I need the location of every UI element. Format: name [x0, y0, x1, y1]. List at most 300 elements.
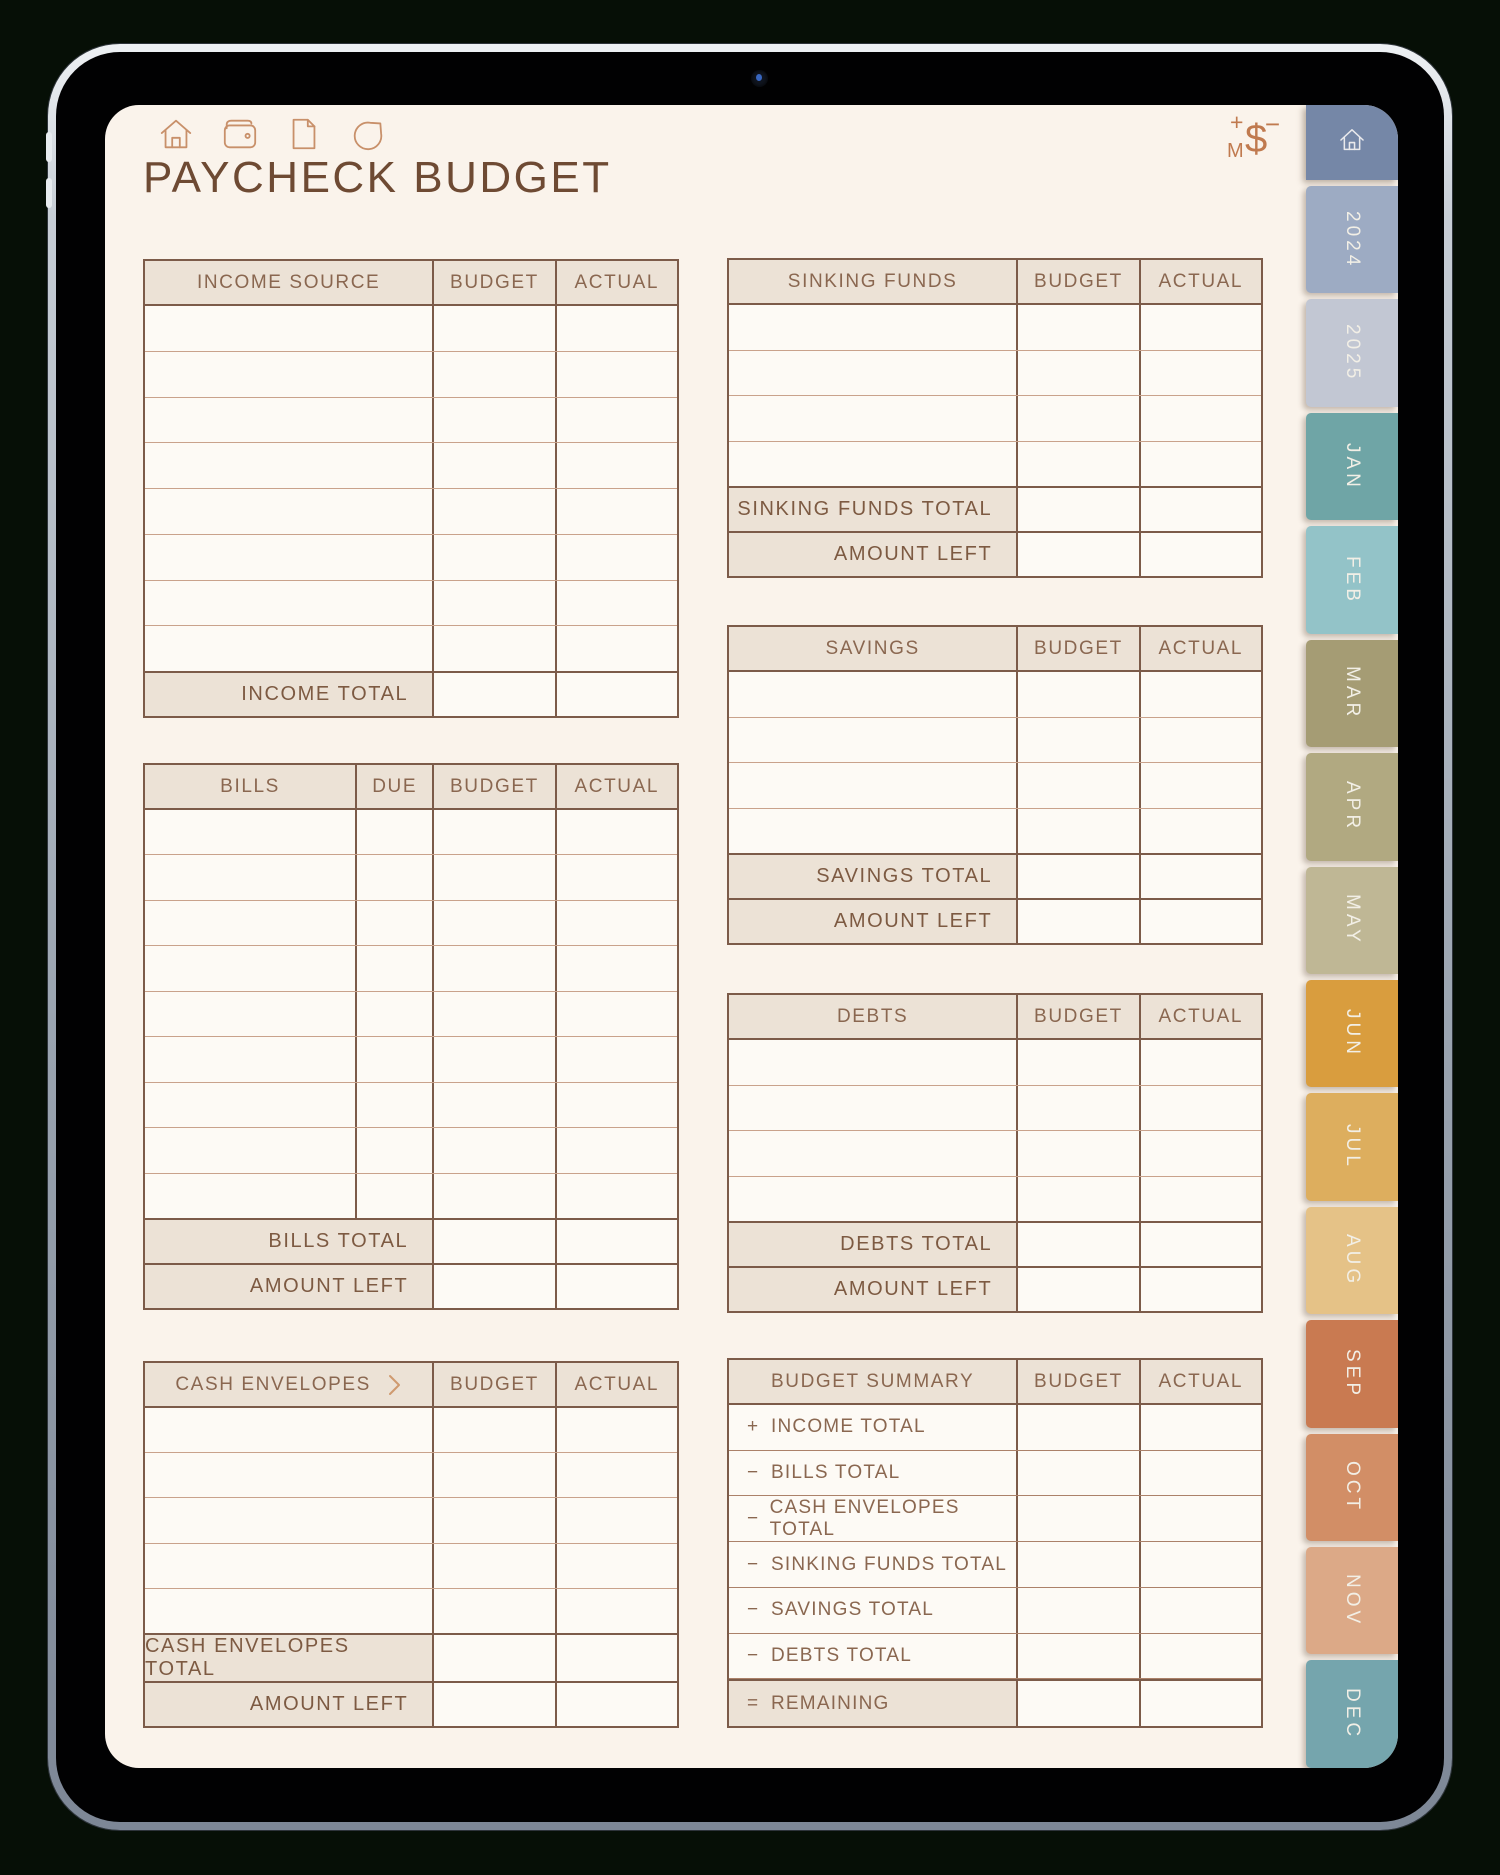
dollar-glyph: $ [1245, 117, 1268, 161]
empty-cell[interactable] [555, 1174, 677, 1218]
empty-cell[interactable] [432, 1083, 554, 1127]
tab-jul[interactable] [1306, 1093, 1398, 1200]
document-icon[interactable] [285, 115, 323, 153]
money-adjust-icon[interactable] [1227, 109, 1283, 169]
column-header: ACTUAL [1139, 995, 1261, 1038]
pie-chart-icon[interactable] [349, 115, 387, 153]
summary-row [729, 1588, 1261, 1634]
total-label: BILLS TOTAL [145, 1220, 432, 1263]
empty-cell[interactable] [432, 1683, 554, 1726]
tab-feb[interactable] [1306, 526, 1398, 633]
table-row [145, 810, 677, 855]
tab-label: MAR [1342, 666, 1363, 721]
empty-cell[interactable] [355, 810, 432, 854]
empty-cell[interactable] [729, 1177, 1016, 1222]
summary-row [729, 1542, 1261, 1588]
empty-cell[interactable] [1139, 1496, 1261, 1541]
table-row [729, 809, 1261, 854]
empty-cell[interactable] [1016, 900, 1138, 943]
empty-cell[interactable] [555, 810, 677, 854]
empty-cell[interactable] [145, 1589, 432, 1633]
tab-home[interactable] [1306, 105, 1398, 180]
summary-label-cell [729, 1405, 1016, 1450]
summary-label: REMAINING [771, 1692, 890, 1714]
column-header: INCOME SOURCE [196, 271, 381, 293]
empty-cell[interactable] [1139, 855, 1261, 898]
empty-cell[interactable] [432, 992, 554, 1036]
table-row [145, 489, 677, 535]
cash-envelopes-amount-left-row [145, 1681, 677, 1726]
table-row [145, 855, 677, 900]
empty-cell[interactable] [555, 1220, 677, 1263]
empty-cell[interactable] [432, 810, 554, 854]
empty-cell[interactable] [729, 1086, 1016, 1131]
table-row [145, 535, 677, 581]
empty-cell[interactable] [1139, 1086, 1261, 1131]
empty-cell[interactable] [432, 581, 554, 626]
minus-glyph: − [1264, 109, 1280, 139]
empty-cell[interactable] [1016, 442, 1138, 487]
table-row [145, 1498, 677, 1543]
income-total-row [145, 671, 677, 716]
summary-label: CASH ENVELOPES TOTAL [769, 1496, 960, 1540]
empty-cell[interactable] [145, 1174, 355, 1218]
total-label: AMOUNT LEFT [729, 533, 1016, 576]
summary-row [729, 1634, 1261, 1680]
empty-cell[interactable] [1139, 1040, 1261, 1085]
empty-cell[interactable] [432, 1128, 554, 1172]
empty-cell[interactable] [555, 1408, 677, 1452]
front-camera [751, 70, 768, 87]
empty-cell[interactable] [555, 992, 677, 1036]
empty-cell[interactable] [1016, 1451, 1138, 1496]
empty-cell[interactable] [355, 1128, 432, 1172]
summary-row [729, 1405, 1261, 1451]
debts-table-header [729, 995, 1261, 1040]
empty-cell[interactable] [432, 443, 554, 488]
summary-label-cell [729, 1451, 1016, 1496]
empty-cell[interactable] [729, 809, 1016, 854]
column-header: ACTUAL [555, 1363, 677, 1406]
empty-cell[interactable] [432, 901, 554, 945]
summary-label-cell [729, 1681, 1016, 1726]
table-row [145, 352, 677, 398]
empty-cell[interactable] [145, 1083, 355, 1127]
empty-cell[interactable] [432, 1589, 554, 1633]
table-row [729, 1040, 1261, 1086]
empty-cell[interactable] [145, 946, 355, 990]
empty-cell[interactable] [555, 1635, 677, 1681]
empty-cell[interactable] [145, 1408, 432, 1452]
empty-cell[interactable] [432, 1408, 554, 1452]
empty-cell[interactable] [729, 351, 1016, 396]
empty-cell[interactable] [145, 901, 355, 945]
empty-cell[interactable] [432, 1174, 554, 1218]
empty-cell[interactable] [1016, 718, 1138, 763]
empty-cell[interactable] [432, 535, 554, 580]
empty-cell[interactable] [1139, 305, 1261, 350]
table-row [729, 1131, 1261, 1177]
table-row [145, 398, 677, 444]
empty-cell[interactable] [555, 581, 677, 626]
tab-2024[interactable] [1306, 186, 1398, 293]
sinking-funds-total-row [729, 486, 1261, 531]
summary-label: INCOME TOTAL [771, 1416, 926, 1438]
empty-cell[interactable] [1139, 1223, 1261, 1266]
planner-page [105, 105, 1398, 1768]
tab-mar[interactable] [1306, 640, 1398, 747]
bills-table-header [145, 765, 677, 810]
empty-cell[interactable] [729, 396, 1016, 441]
summary-label-cell [729, 1542, 1016, 1587]
empty-cell[interactable] [729, 1040, 1016, 1085]
table-row [145, 1453, 677, 1498]
savings-amount-left-row [729, 898, 1261, 943]
column-header [145, 1363, 432, 1406]
tab-dec[interactable] [1306, 1660, 1398, 1767]
empty-cell[interactable] [555, 1544, 677, 1588]
empty-cell[interactable] [1016, 672, 1138, 717]
empty-cell[interactable] [355, 901, 432, 945]
empty-cell[interactable] [555, 1265, 677, 1308]
income-table-header [145, 261, 677, 306]
empty-cell[interactable] [1139, 442, 1261, 487]
income-table [143, 259, 679, 718]
table-row [729, 396, 1261, 442]
empty-cell[interactable] [145, 535, 432, 580]
empty-cell[interactable] [1139, 533, 1261, 576]
column-header: ACTUAL [555, 765, 677, 808]
toolbar [157, 115, 387, 153]
tab-apr[interactable] [1306, 753, 1398, 860]
empty-cell[interactable] [555, 1083, 677, 1127]
column-header: ACTUAL [1139, 1360, 1261, 1403]
empty-cell[interactable] [1016, 396, 1138, 441]
empty-cell[interactable] [355, 1174, 432, 1218]
column-header: ACTUAL [555, 261, 677, 304]
table-row [729, 763, 1261, 809]
column-header: BUDGET [1016, 1360, 1138, 1403]
empty-cell[interactable] [1016, 1177, 1138, 1222]
empty-cell[interactable] [145, 489, 432, 534]
empty-cell[interactable] [555, 1589, 677, 1633]
column-header: ACTUAL [1139, 627, 1261, 670]
empty-cell[interactable] [1139, 809, 1261, 854]
empty-cell[interactable] [432, 352, 554, 397]
empty-cell[interactable] [145, 1128, 355, 1172]
tab-label: JUL [1342, 1124, 1363, 1170]
sinking-funds-amount-left-row [729, 531, 1261, 576]
table-row [145, 1174, 677, 1218]
empty-cell[interactable] [355, 1037, 432, 1081]
empty-cell[interactable] [432, 1265, 554, 1308]
budget-summary-table [727, 1358, 1263, 1728]
empty-cell[interactable] [1139, 1177, 1261, 1222]
wallet-icon[interactable] [221, 115, 259, 153]
cash-envelopes-total-row [145, 1633, 677, 1681]
summary-sign: + [747, 1416, 759, 1438]
empty-cell[interactable] [1016, 351, 1138, 396]
summary-sign: − [747, 1462, 759, 1484]
total-label: INCOME TOTAL [145, 673, 432, 716]
table-row [729, 718, 1261, 764]
home-icon [1335, 123, 1369, 162]
empty-cell[interactable] [555, 443, 677, 488]
tab-sep[interactable] [1306, 1320, 1398, 1427]
empty-cell[interactable] [145, 1544, 432, 1588]
empty-cell[interactable] [1139, 1588, 1261, 1633]
total-label: SINKING FUNDS TOTAL [729, 488, 1016, 531]
total-label: DEBTS TOTAL [729, 1223, 1016, 1266]
tab-label: SEP [1342, 1348, 1363, 1399]
empty-cell[interactable] [145, 581, 432, 626]
table-row [145, 946, 677, 991]
savings-total-row [729, 853, 1261, 898]
empty-cell[interactable] [555, 1037, 677, 1081]
tab-label: JUN [1342, 1009, 1363, 1059]
empty-cell[interactable] [432, 306, 554, 351]
column-header: DUE [355, 765, 432, 808]
tab-oct[interactable] [1306, 1434, 1398, 1541]
empty-cell[interactable] [729, 305, 1016, 350]
tab-label: APR [1342, 781, 1363, 833]
empty-cell[interactable] [145, 443, 432, 488]
empty-cell[interactable] [555, 1128, 677, 1172]
table-row [729, 672, 1261, 718]
table-row [145, 581, 677, 627]
tab-label: JAN [1342, 442, 1363, 491]
empty-cell[interactable] [1016, 1268, 1138, 1311]
plus-glyph: + [1230, 109, 1244, 135]
empty-cell[interactable] [1016, 1223, 1138, 1266]
empty-cell[interactable] [1139, 1681, 1261, 1726]
empty-cell[interactable] [555, 946, 677, 990]
empty-cell[interactable] [555, 1683, 677, 1726]
empty-cell[interactable] [1139, 396, 1261, 441]
empty-cell[interactable] [555, 352, 677, 397]
tab-label: MAY [1342, 894, 1363, 947]
tablet-frame [48, 44, 1452, 1830]
savings-table [727, 625, 1263, 945]
table-row [729, 1086, 1261, 1132]
empty-cell[interactable] [145, 855, 355, 899]
tab-jun[interactable] [1306, 980, 1398, 1087]
tab-nov[interactable] [1306, 1547, 1398, 1654]
column-header: BUDGET [432, 1363, 554, 1406]
empty-cell[interactable] [1016, 1496, 1138, 1541]
summary-row [729, 1496, 1261, 1542]
tab-label: NOV [1342, 1574, 1363, 1628]
empty-cell[interactable] [432, 489, 554, 534]
empty-cell[interactable] [1016, 305, 1138, 350]
empty-cell[interactable] [1016, 1405, 1138, 1450]
empty-cell[interactable] [1139, 1451, 1261, 1496]
empty-cell[interactable] [1139, 900, 1261, 943]
empty-cell[interactable] [1016, 763, 1138, 808]
empty-cell[interactable] [555, 901, 677, 945]
total-label: CASH ENVELOPES TOTAL [145, 1635, 432, 1681]
cash-envelopes-table [143, 1361, 679, 1728]
empty-cell[interactable] [555, 535, 677, 580]
empty-cell[interactable] [432, 855, 554, 899]
column-header: SAVINGS [825, 637, 920, 659]
summary-sign: − [747, 1507, 759, 1529]
chevron-right-icon[interactable] [387, 1373, 402, 1397]
empty-cell[interactable] [432, 398, 554, 443]
empty-cell[interactable] [432, 1498, 554, 1542]
empty-cell[interactable] [1016, 1040, 1138, 1085]
debts-total-row [729, 1221, 1261, 1266]
empty-cell[interactable] [1139, 763, 1261, 808]
tab-jan[interactable] [1306, 413, 1398, 520]
empty-cell[interactable] [1016, 1086, 1138, 1131]
table-row [145, 1083, 677, 1128]
column-header: BILLS [220, 775, 280, 797]
column-header: BUDGET [432, 765, 554, 808]
bills-table [143, 763, 679, 1310]
summary-label: BILLS TOTAL [771, 1462, 901, 1484]
bills-amount-left-row [145, 1263, 677, 1308]
column-header-label: CASH ENVELOPES [175, 1373, 371, 1395]
debts-table [727, 993, 1263, 1313]
empty-cell[interactable] [432, 1037, 554, 1081]
column-header: BUDGET SUMMARY [770, 1370, 975, 1392]
table-row [145, 306, 677, 352]
empty-cell[interactable] [145, 306, 432, 351]
empty-cell[interactable] [555, 626, 677, 671]
table-row [729, 351, 1261, 397]
summary-sign: = [747, 1692, 759, 1714]
budget-summary-header [729, 1360, 1261, 1405]
column-header: ACTUAL [1139, 260, 1261, 303]
empty-cell[interactable] [1139, 1542, 1261, 1587]
empty-cell[interactable] [432, 1544, 554, 1588]
empty-cell[interactable] [432, 626, 554, 671]
empty-cell[interactable] [145, 1498, 432, 1542]
summary-label-cell [729, 1634, 1016, 1679]
bills-total-row [145, 1218, 677, 1263]
empty-cell[interactable] [1139, 718, 1261, 763]
summary-sign: − [747, 1553, 759, 1575]
table-row [729, 1177, 1261, 1222]
empty-cell[interactable] [145, 992, 355, 1036]
summary-row [729, 1679, 1261, 1726]
m-glyph: M [1227, 140, 1244, 162]
sinking-funds-table [727, 258, 1263, 578]
summary-label: DEBTS TOTAL [771, 1644, 912, 1666]
empty-cell[interactable] [1139, 488, 1261, 531]
column-header: BUDGET [1016, 995, 1138, 1038]
empty-cell[interactable] [145, 1453, 432, 1497]
column-header: SINKING FUNDS [787, 270, 958, 292]
empty-cell[interactable] [1016, 1681, 1138, 1726]
volume-down-button[interactable] [46, 178, 52, 208]
tab-aug[interactable] [1306, 1207, 1398, 1314]
empty-cell[interactable] [555, 398, 677, 443]
total-label: AMOUNT LEFT [145, 1265, 432, 1308]
empty-cell[interactable] [1139, 672, 1261, 717]
empty-cell[interactable] [145, 352, 432, 397]
empty-cell[interactable] [1016, 1542, 1138, 1587]
empty-cell[interactable] [729, 1131, 1016, 1176]
empty-cell[interactable] [355, 992, 432, 1036]
table-row [729, 305, 1261, 351]
empty-cell[interactable] [555, 1498, 677, 1542]
empty-cell[interactable] [355, 1083, 432, 1127]
empty-cell[interactable] [355, 946, 432, 990]
empty-cell[interactable] [555, 489, 677, 534]
empty-cell[interactable] [555, 673, 677, 716]
column-header: BUDGET [1016, 260, 1138, 303]
empty-cell[interactable] [1016, 809, 1138, 854]
summary-label: SAVINGS TOTAL [771, 1599, 935, 1621]
summary-label-cell [729, 1496, 1016, 1541]
empty-cell[interactable] [1016, 533, 1138, 576]
summary-row [729, 1451, 1261, 1497]
sinking-funds-table-header [729, 260, 1261, 305]
total-label: AMOUNT LEFT [729, 900, 1016, 943]
empty-cell[interactable] [729, 442, 1016, 487]
tab-2025[interactable] [1306, 299, 1398, 406]
empty-cell[interactable] [355, 855, 432, 899]
empty-cell[interactable] [432, 1635, 554, 1681]
tab-may[interactable] [1306, 867, 1398, 974]
empty-cell[interactable] [1139, 1634, 1261, 1679]
empty-cell[interactable] [1016, 1634, 1138, 1679]
empty-cell[interactable] [432, 1453, 554, 1497]
table-row [145, 901, 677, 946]
empty-cell[interactable] [432, 946, 554, 990]
empty-cell[interactable] [1139, 351, 1261, 396]
empty-cell[interactable] [1139, 1405, 1261, 1450]
tab-label: DEC [1342, 1688, 1363, 1741]
empty-cell[interactable] [555, 306, 677, 351]
total-label: AMOUNT LEFT [729, 1268, 1016, 1311]
home-icon[interactable] [157, 115, 195, 153]
summary-label-cell [729, 1588, 1016, 1633]
page-title: PAYCHECK BUDGET [143, 153, 612, 202]
table-row [145, 992, 677, 1037]
empty-cell[interactable] [729, 672, 1016, 717]
empty-cell[interactable] [145, 1037, 355, 1081]
summary-label: SINKING FUNDS TOTAL [771, 1553, 1008, 1575]
empty-cell[interactable] [1016, 1131, 1138, 1176]
cash-envelopes-table-header [145, 1363, 677, 1408]
empty-cell[interactable] [432, 673, 554, 716]
empty-cell[interactable] [729, 718, 1016, 763]
debts-amount-left-row [729, 1266, 1261, 1311]
tab-label: FEB [1342, 555, 1363, 605]
empty-cell[interactable] [1139, 1131, 1261, 1176]
empty-cell[interactable] [1016, 855, 1138, 898]
tab-label: 2024 [1342, 210, 1363, 269]
table-row [145, 1589, 677, 1633]
tab-label: AUG [1342, 1233, 1363, 1288]
volume-up-button[interactable] [46, 132, 52, 162]
empty-cell[interactable] [1016, 1588, 1138, 1633]
empty-cell[interactable] [1016, 488, 1138, 531]
empty-cell[interactable] [1139, 1268, 1261, 1311]
empty-cell[interactable] [145, 626, 432, 671]
empty-cell[interactable] [145, 398, 432, 443]
table-row [145, 1408, 677, 1453]
empty-cell[interactable] [145, 810, 355, 854]
empty-cell[interactable] [432, 1220, 554, 1263]
column-header: DEBTS [836, 1005, 909, 1027]
empty-cell[interactable] [555, 1453, 677, 1497]
empty-cell[interactable] [555, 855, 677, 899]
empty-cell[interactable] [729, 763, 1016, 808]
